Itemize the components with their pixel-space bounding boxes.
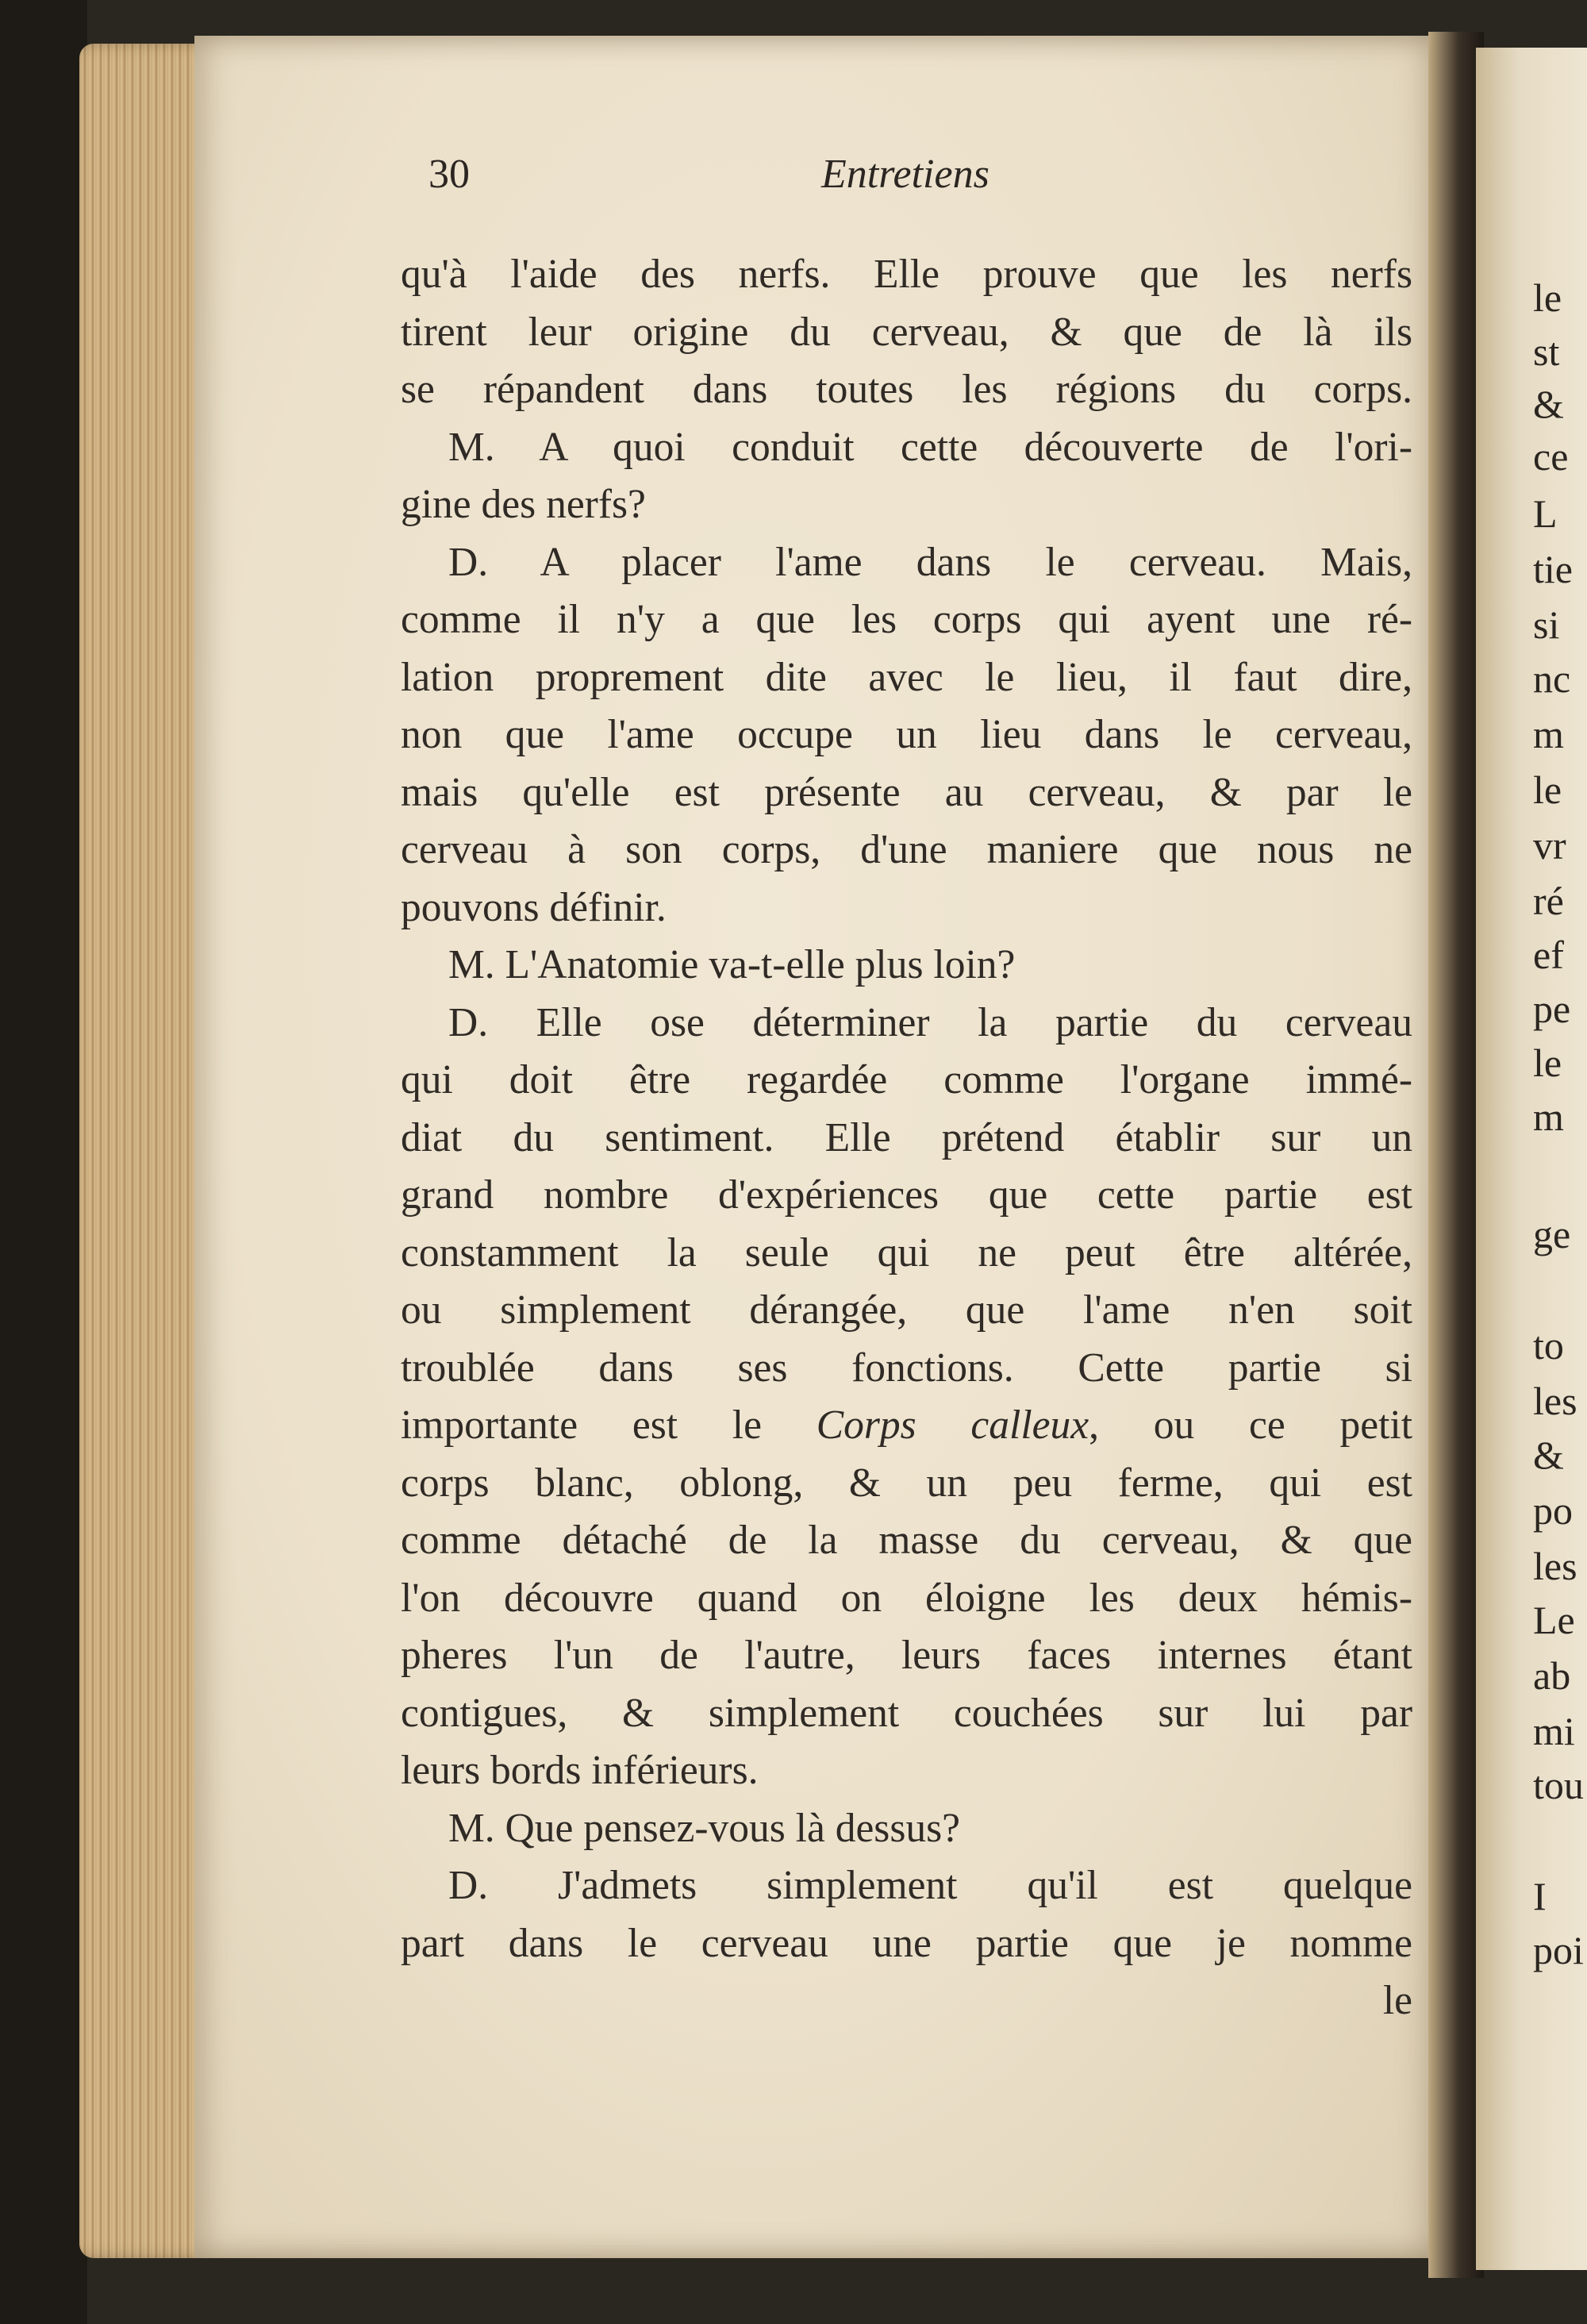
- text-line: D. A placer l'ame dans le cerveau. Mais,: [448, 539, 1412, 585]
- facing-page-fragment: ré: [1533, 879, 1564, 923]
- text-line: M. L'Anatomie va-t-elle plus loin?: [448, 942, 1016, 987]
- text-line-with-italic: [401, 1397, 1412, 1455]
- text-line: ou simplement dérangée, que l'ame n'en soit: [401, 1287, 1412, 1333]
- facing-page-fragment: st: [1533, 329, 1560, 374]
- text-line: constamment la seule qui ne peut être altérée,: [401, 1229, 1412, 1276]
- text-line: se répandent dans toutes les régions du corps.: [401, 367, 1412, 412]
- text-line: tirent leur origine du cerveau, & que de là ils: [401, 309, 1412, 355]
- facing-page-fragment: poi: [1533, 1928, 1584, 1972]
- text-line: mais qu'elle est présente au cerveau, & par le: [401, 769, 1412, 815]
- facing-page-fragment: ab: [1533, 1653, 1571, 1698]
- facing-page-fragment: mi: [1533, 1709, 1575, 1753]
- text-line: troublée dans ses fonctions. Cette partie si: [401, 1345, 1412, 1391]
- text-line: leurs bords inférieurs.: [401, 1748, 759, 1793]
- facing-page-fragment: tou: [1533, 1763, 1584, 1807]
- facing-page-fragment: &: [1533, 382, 1564, 426]
- facing-page-fragment: tie: [1533, 547, 1573, 591]
- text-line: cerveau à son corps, d'une maniere que nous ne: [401, 827, 1412, 872]
- text-line: M. A quoi conduit cette découverte de l'ori-: [448, 424, 1412, 470]
- backdrop: [0, 0, 87, 2324]
- text-line: contigues, & simplement couchées sur lui par: [401, 1690, 1412, 1736]
- facing-page-fragment: les: [1533, 1379, 1577, 1423]
- facing-page-fragment: m: [1533, 1095, 1564, 1139]
- page-number: 30: [428, 152, 470, 197]
- facing-page-fragment: le: [1533, 275, 1562, 320]
- catchword: le: [1382, 1978, 1412, 2023]
- facing-page-fragment: po: [1533, 1488, 1573, 1533]
- body-text: [401, 246, 1412, 2030]
- running-head-title: Entretiens: [821, 152, 989, 197]
- text-line: M. Que pensez-vous là dessus?: [448, 1805, 961, 1851]
- facing-page-fragment: pe: [1533, 987, 1571, 1031]
- facing-page-fragment: les: [1533, 1544, 1577, 1588]
- facing-page-fragment: si: [1533, 602, 1560, 647]
- text-line: pheres l'un de l'autre, leurs faces internes étant: [401, 1633, 1412, 1678]
- text-line: qu'à l'aide des nerfs. Elle prouve que les nerfs: [401, 252, 1412, 297]
- facing-page-fragment: nc: [1533, 656, 1571, 701]
- text-line: non que l'ame occupe un lieu dans le cerveau,: [401, 712, 1412, 757]
- facing-page-fragment: vr: [1533, 823, 1566, 868]
- text-line: lation proprement dite avec le lieu, il faut dire,: [401, 654, 1412, 700]
- text-line: D. Elle ose déterminer la partie du cerveau: [448, 999, 1412, 1045]
- text-line: D. J'admets simplement qu'il est quelque: [448, 1863, 1412, 1908]
- text-line: comme détaché de la masse du cerveau, & que: [401, 1518, 1412, 1563]
- text-segment: importante est le: [401, 1402, 817, 1448]
- facing-page-fragment: ge: [1533, 1212, 1571, 1256]
- facing-page-fragment: le: [1533, 768, 1562, 812]
- text-line: gine des nerfs?: [401, 482, 646, 527]
- text-line: diat du sentiment. Elle prétend établir sur un: [401, 1114, 1412, 1160]
- text-line: l'on découvre quand on éloigne les deux hémis-: [401, 1575, 1412, 1621]
- text-line: pouvons définir.: [401, 884, 667, 930]
- text-line: qui doit être regardée comme l'organe immé-: [401, 1057, 1412, 1102]
- facing-page-fragment: L: [1533, 491, 1558, 536]
- text-line: corps blanc, oblong, & un peu ferme, qui est: [401, 1460, 1412, 1506]
- facing-page-fragment: &: [1533, 1433, 1564, 1477]
- facing-page-fragment: Le: [1533, 1598, 1575, 1642]
- facing-page-fragment: I: [1533, 1874, 1547, 1918]
- facing-page-fragment: to: [1533, 1323, 1564, 1368]
- facing-page-fragment: ef: [1533, 933, 1564, 977]
- text-line: grand nombre d'expériences que cette partie est: [401, 1172, 1412, 1218]
- text-line: part dans le cerveau une partie que je nomme: [401, 1920, 1412, 1966]
- facing-page: [1476, 48, 1587, 2270]
- facing-page-fragment: m: [1533, 712, 1564, 756]
- facing-page-fragment: ce: [1533, 434, 1569, 479]
- text-segment: , ou ce petit: [1089, 1402, 1413, 1448]
- facing-page-fragment: le: [1533, 1041, 1562, 1085]
- italic-term: Corps calleux: [816, 1402, 1089, 1448]
- text-line: comme il n'y a que les corps qui ayent une ré-: [401, 597, 1412, 642]
